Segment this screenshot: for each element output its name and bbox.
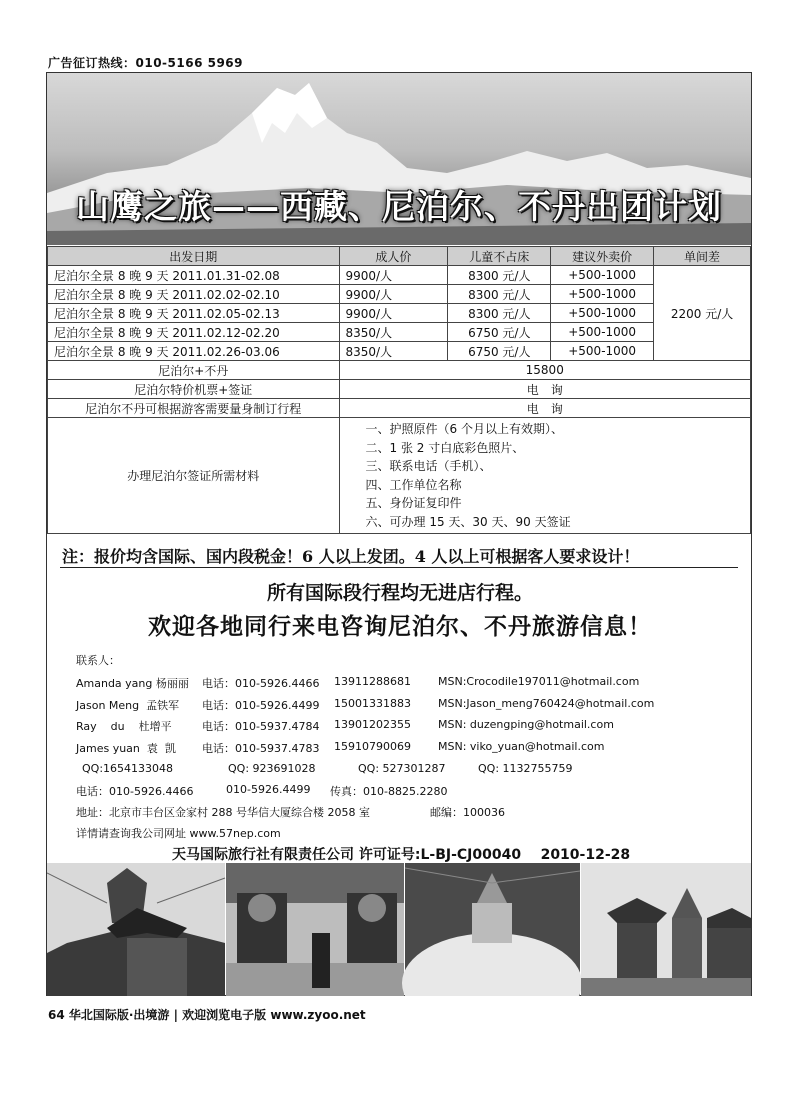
extra-value: 电 询 (339, 399, 750, 418)
departure-date: 尼泊尔全景 8 晚 9 天 2011.01.31-02.08 (48, 266, 340, 285)
list-item: 四、工作单位名称 (365, 477, 462, 492)
materials-label: 办理尼泊尔签证所需材料 (48, 418, 340, 534)
table-row (48, 418, 751, 534)
extra-value: 15800 (339, 361, 750, 380)
list-item: 二、1 张 2 寸白底彩色照片、 (365, 440, 525, 455)
adult-price: 8350/人 (339, 342, 448, 361)
contact-phone: 电话：010-5926.4466 (202, 677, 320, 690)
company-license-line: 天马国际旅行社有限责任公司 许可证号:L-BJ-CJ00040 2010-12-28 (172, 847, 631, 863)
banner-title: 山鹰之旅——西藏、尼泊尔、不丹出团计划 (76, 187, 722, 226)
list-item: 三、联系电话（手机）、 (365, 459, 492, 473)
qq-number: QQ:1654133048 (82, 762, 174, 775)
contact-name: Ray du 杜增平 (76, 720, 172, 733)
contact-name: James yuan 袁 凯 (76, 742, 176, 755)
contact-phone: 电话：010-5937.4784 (202, 720, 320, 733)
price-table (47, 246, 751, 534)
office-phone: 010-5926.4499 (226, 783, 311, 796)
address: 地址：北京市丰台区金家村 288 号华信大厦综合楼 2058 室 (76, 806, 370, 819)
extra-value: 电 询 (339, 380, 750, 399)
contact-mobile: 15910790069 (334, 740, 411, 753)
boudhanath-stupa-photo (402, 863, 582, 996)
suggested-price: +500-1000 (551, 285, 654, 304)
list-item: 五、身份证复印件 (365, 496, 462, 510)
contact-mobile: 15001331883 (334, 697, 411, 710)
contact-name: Jason Meng 孟铁军 (76, 699, 180, 712)
ad-hotline: 广告征订热线：010-5166 5969 (48, 56, 244, 70)
departure-date: 尼泊尔全景 8 晚 9 天 2011.02.02-02.10 (48, 285, 340, 304)
single-supplement: 2200 元/人 (654, 266, 751, 361)
contact-phone: 电话：010-5926.4499 (202, 699, 320, 712)
table-row (48, 285, 751, 304)
photo-strip (47, 863, 751, 996)
postcode: 邮编：100036 (430, 806, 505, 819)
table-row (48, 342, 751, 361)
headline-welcome: 欢迎各地同行来电咨询尼泊尔、不丹旅游信息！ (148, 614, 652, 640)
banner (47, 73, 751, 245)
child-price: 8300 元/人 (448, 285, 551, 304)
temple-guardians-photo (226, 863, 404, 996)
contact-mobile: 13911288681 (334, 675, 411, 688)
departure-date: 尼泊尔全景 8 晚 9 天 2011.02.12-02.20 (48, 323, 340, 342)
contact-msn: MSN:Jason_meng760424@hotmail.com (438, 697, 655, 710)
contact-msn: MSN: duzengping@hotmail.com (438, 718, 614, 731)
col-header: 成人价 (339, 247, 448, 266)
departure-date: 尼泊尔全景 8 晚 9 天 2011.02.05-02.13 (48, 304, 340, 323)
qq-number: QQ: 1132755759 (478, 762, 573, 775)
contact-name: Amanda yang 杨丽丽 (76, 677, 189, 690)
extra-label: 尼泊尔特价机票+签证 (48, 380, 340, 399)
extra-label: 尼泊尔不丹可根据游客需要量身制订行程 (48, 399, 340, 418)
col-header: 单间差 (654, 247, 751, 266)
divider (60, 567, 738, 568)
extra-label: 尼泊尔+不丹 (48, 361, 340, 380)
adult-price: 9900/人 (339, 266, 448, 285)
col-header: 儿童不占床 (448, 247, 551, 266)
website: 详情请查询我公司网址 www.57nep.com (76, 827, 281, 840)
contact-mobile: 13901202355 (334, 718, 411, 731)
suggested-price: +500-1000 (551, 342, 654, 361)
qq-number: QQ: 923691028 (228, 762, 316, 775)
suggested-price: +500-1000 (551, 323, 654, 342)
table-row (48, 304, 751, 323)
qq-number: QQ: 527301287 (358, 762, 446, 775)
table-row (48, 361, 751, 380)
child-price: 8300 元/人 (448, 266, 551, 285)
suggested-price: +500-1000 (551, 266, 654, 285)
materials-list (339, 418, 750, 534)
adult-price: 8350/人 (339, 323, 448, 342)
table-row (48, 323, 751, 342)
col-header: 出发日期 (48, 247, 340, 266)
departure-date: 尼泊尔全景 8 晚 9 天 2011.02.26-03.06 (48, 342, 340, 361)
fax-number: 传真：010-8825.2280 (330, 785, 448, 798)
table-row (48, 266, 751, 285)
contact-phone: 电话：010-5937.4783 (202, 742, 320, 755)
headline-no-shopping: 所有国际段行程均无进店行程。 (266, 582, 533, 604)
table-row (48, 380, 751, 399)
list-item: 六、可办理 15 天、30 天、90 天签证 (365, 514, 571, 529)
price-note: 注：报价均含国际、国内段税金！6 人以上发团。4 人以上可根据客人要求设计！ (62, 547, 640, 566)
table-row (48, 399, 751, 418)
list-item: 一、护照原件（6 个月以上有效期）、 (365, 422, 563, 436)
col-header: 建议外卖价 (551, 247, 654, 266)
durbar-square-photo (581, 863, 751, 996)
contact-msn: MSN:Crocodile197011@hotmail.com (438, 675, 640, 688)
contacts-label: 联系人： (76, 654, 120, 667)
suggested-price: +500-1000 (551, 304, 654, 323)
office-phone: 电话：010-5926.4466 (76, 785, 194, 798)
table-header-row (48, 247, 751, 266)
adult-price: 9900/人 (339, 304, 448, 323)
page-footer: 64 华北国际版·出境游 | 欢迎浏览电子版 www.zyoo.net (48, 1008, 366, 1022)
child-price: 8300 元/人 (448, 304, 551, 323)
contact-msn: MSN: viko_yuan@hotmail.com (438, 740, 605, 753)
adult-price: 9900/人 (339, 285, 448, 304)
child-price: 6750 元/人 (448, 323, 551, 342)
child-price: 6750 元/人 (448, 342, 551, 361)
stupa-photo (47, 863, 225, 996)
